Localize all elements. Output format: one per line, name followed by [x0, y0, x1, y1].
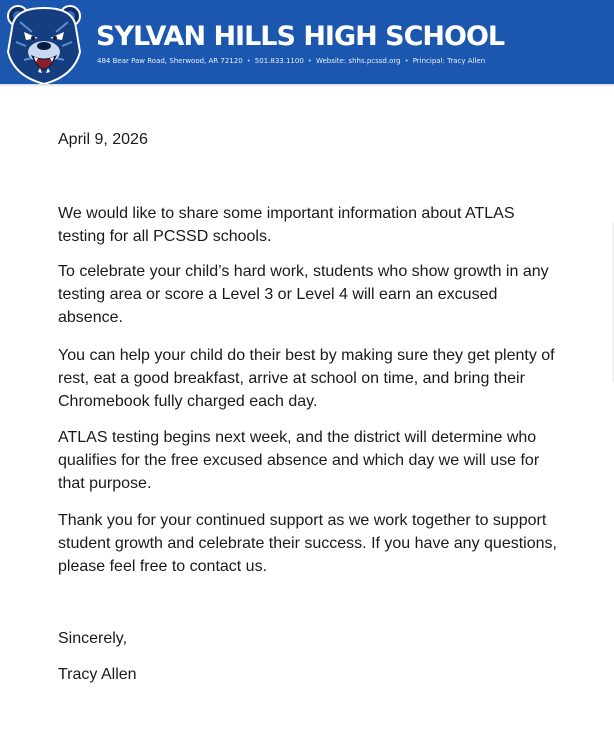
school-address: 484 Bear Paw Road, Sherwood, AR 72120 [97, 57, 243, 65]
school-name: SYLVAN HILLS HIGH SCHOOL [96, 21, 505, 52]
letterhead-banner [0, 0, 614, 84]
school-website: Website: shhs.pcssd.org [315, 57, 401, 65]
separator: • [307, 57, 312, 65]
separator: • [404, 57, 409, 65]
letter-paragraph: You can help your child do their best by making sure they get plenty of rest, eat a good breakfast, arrive at school on time, and bring their Chromebook fully charged each day. [58, 347, 555, 410]
school-contact-line [97, 56, 485, 66]
letter-closing: Sincerely, [58, 630, 128, 647]
letter-paragraph: Thank you for your continued support as we work together to support student growth and celebrate their success. If you have any questions, please feel free to contact us. [58, 512, 557, 575]
letter-date: April 9, 2026 [58, 131, 148, 148]
letter-paragraph: We would like to share some important information about ATLAS testing for all PCSSD schools. [58, 205, 515, 245]
school-phone: 501.833.1100 [254, 57, 304, 65]
bear-mascot-icon [4, 2, 84, 84]
header-divider [0, 84, 614, 87]
letter-paragraph: To celebrate your child’s hard work, students who show growth in any testing area or score a Level 3 or Level 4 will earn an excused absence. [58, 263, 549, 326]
school-principal: Principal: Tracy Allen [412, 57, 486, 65]
letter-paragraph: ATLAS testing begins next week, and the district will determine who qualifies for the free excused absence and which day we will use for that purpose. [58, 429, 540, 492]
letter-signature: Tracy Allen [58, 666, 137, 683]
separator: • [246, 57, 251, 65]
